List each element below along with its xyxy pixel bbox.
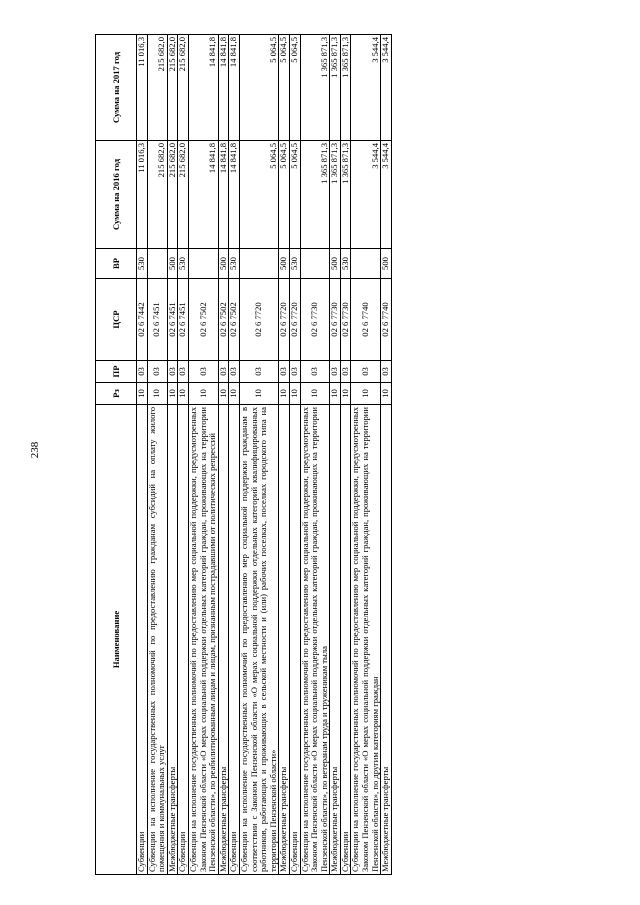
cell-pr: 03 bbox=[167, 361, 178, 383]
table-row bbox=[218, 35, 229, 875]
cell-name: Межбюджетные трансферты bbox=[330, 405, 341, 875]
cell-pr: 03 bbox=[137, 361, 148, 383]
cell-rz: 10 bbox=[229, 383, 240, 405]
cell-pr: 03 bbox=[188, 361, 218, 383]
cell-pr: 03 bbox=[340, 361, 351, 383]
cell-name: Субвенции на исполнение государственных полномочий по предоставлению мер социальной поддержки, предусмотренных Законом Пензенской области «О мерах социальной поддержки отдельных категорий граждан, проживающих на территории Пензенской области», по реабилитированным лицам и лицам, признанным пострадавшими от политических репрессий bbox=[188, 405, 218, 875]
header-name: Наименование bbox=[96, 405, 137, 875]
table-row bbox=[340, 35, 351, 875]
cell-rz: 10 bbox=[137, 383, 148, 405]
budget-table-container bbox=[95, 35, 600, 875]
cell-sum-2016: 14 841,8 bbox=[229, 141, 240, 249]
cell-pr: 03 bbox=[381, 361, 392, 383]
table-body bbox=[137, 35, 392, 875]
cell-name: Межбюджетные трансферты bbox=[381, 405, 392, 875]
cell-sum-2016: 215 682,0 bbox=[178, 141, 189, 249]
cell-sum-2017: 3 544,4 bbox=[351, 35, 381, 141]
cell-csr: 02 6 7451 bbox=[167, 279, 178, 361]
cell-pr: 03 bbox=[147, 361, 167, 383]
cell-sum-2017: 14 841,8 bbox=[229, 35, 240, 141]
table-row bbox=[188, 35, 218, 875]
cell-name: Субвенции на исполнение государственных полномочий по предоставлению гражданам субсидий на оплату жилого помещения и коммунальных услуг bbox=[147, 405, 167, 875]
cell-vr bbox=[300, 249, 330, 279]
cell-sum-2016: 1 365 871,3 bbox=[300, 141, 330, 249]
cell-csr: 02 6 7730 bbox=[330, 279, 341, 361]
cell-csr: 02 6 7730 bbox=[300, 279, 330, 361]
table-row bbox=[351, 35, 381, 875]
cell-csr: 02 6 7740 bbox=[351, 279, 381, 361]
cell-sum-2017: 14 841,8 bbox=[218, 35, 229, 141]
cell-sum-2017: 14 841,8 bbox=[188, 35, 218, 141]
cell-rz: 10 bbox=[340, 383, 351, 405]
table-row bbox=[381, 35, 392, 875]
table-row bbox=[300, 35, 330, 875]
table-row bbox=[137, 35, 148, 875]
cell-pr: 03 bbox=[279, 361, 290, 383]
header-sum-2016: Сумма на 2016 год bbox=[96, 141, 137, 249]
cell-name: Межбюджетные трансферты bbox=[279, 405, 290, 875]
cell-vr bbox=[239, 249, 278, 279]
cell-name: Субвенции на исполнение государственных полномочий по предоставлению мер социальной поддержки, предусмотренных Законом Пензенской области «О мерах социальной поддержки отдельных категорий граждан, проживающих на территории Пензенской области», по ветеранам труда и труженикам тыла bbox=[300, 405, 330, 875]
cell-rz: 10 bbox=[188, 383, 218, 405]
cell-vr: 530 bbox=[137, 249, 148, 279]
cell-sum-2016: 5 064,5 bbox=[279, 141, 290, 249]
cell-name: Субвенции bbox=[178, 405, 189, 875]
cell-csr: 02 6 7720 bbox=[239, 279, 278, 361]
cell-pr: 03 bbox=[218, 361, 229, 383]
header-rz: Рз bbox=[96, 383, 137, 405]
cell-rz: 10 bbox=[381, 383, 392, 405]
header-pr: ПР bbox=[96, 361, 137, 383]
table-row bbox=[229, 35, 240, 875]
cell-vr bbox=[351, 249, 381, 279]
cell-vr: 530 bbox=[229, 249, 240, 279]
cell-csr: 02 6 7502 bbox=[188, 279, 218, 361]
cell-pr: 03 bbox=[351, 361, 381, 383]
cell-csr: 02 6 7502 bbox=[229, 279, 240, 361]
cell-name: Субвенции на исполнение государственных полномочий по предоставлению мер социальной поддержки, предусмотренных Законом Пензенской области «О мерах социальной поддержки отдельных категорий граждан, проживающих на территории Пензенской области», по другим категориям граждан bbox=[351, 405, 381, 875]
cell-rz: 10 bbox=[218, 383, 229, 405]
cell-sum-2017: 11 016,3 bbox=[137, 35, 148, 141]
cell-sum-2016: 5 064,5 bbox=[289, 141, 300, 249]
cell-sum-2016: 11 016,3 bbox=[137, 141, 148, 249]
cell-pr: 03 bbox=[330, 361, 341, 383]
cell-rz: 10 bbox=[178, 383, 189, 405]
cell-name: Межбюджетные трансферты bbox=[218, 405, 229, 875]
table-row bbox=[147, 35, 167, 875]
cell-vr: 530 bbox=[178, 249, 189, 279]
page-number: 238 bbox=[29, 441, 41, 459]
cell-csr: 02 6 7451 bbox=[178, 279, 189, 361]
cell-sum-2016: 1 365 871,3 bbox=[340, 141, 351, 249]
cell-vr: 530 bbox=[289, 249, 300, 279]
cell-name: Субвенции на исполнение государственных полномочий по предоставлению мер социальной поддержки гражданам в соответствии с Законом Пензенской области «О мерах социальной поддержки отдельных категорий квалифицированных работников, работающих и проживающих в сельской местности и (или) рабочих поселках, поселках городского типа на территории Пензенской области» bbox=[239, 405, 278, 875]
cell-csr: 02 6 7451 bbox=[147, 279, 167, 361]
cell-rz: 10 bbox=[167, 383, 178, 405]
cell-sum-2017: 5 064,5 bbox=[279, 35, 290, 141]
cell-sum-2017: 5 064,5 bbox=[239, 35, 278, 141]
cell-csr: 02 6 7502 bbox=[218, 279, 229, 361]
cell-rz: 10 bbox=[330, 383, 341, 405]
table-row bbox=[239, 35, 278, 875]
cell-pr: 03 bbox=[178, 361, 189, 383]
header-vr: ВР bbox=[96, 249, 137, 279]
table-row bbox=[330, 35, 341, 875]
cell-pr: 03 bbox=[300, 361, 330, 383]
cell-sum-2016: 215 682,0 bbox=[147, 141, 167, 249]
table-header-row bbox=[96, 35, 137, 875]
cell-pr: 03 bbox=[229, 361, 240, 383]
table-row bbox=[289, 35, 300, 875]
cell-name: Субвенции bbox=[229, 405, 240, 875]
cell-sum-2017: 215 682,0 bbox=[178, 35, 189, 141]
cell-csr: 02 6 7730 bbox=[340, 279, 351, 361]
cell-sum-2017: 1 365 871,3 bbox=[300, 35, 330, 141]
cell-csr: 02 6 7740 bbox=[381, 279, 392, 361]
cell-vr: 500 bbox=[279, 249, 290, 279]
cell-name: Субвенции bbox=[340, 405, 351, 875]
cell-vr bbox=[188, 249, 218, 279]
cell-csr: 02 6 7720 bbox=[289, 279, 300, 361]
cell-name: Субвенции bbox=[137, 405, 148, 875]
cell-sum-2016: 14 841,8 bbox=[188, 141, 218, 249]
cell-sum-2017: 3 544,4 bbox=[381, 35, 392, 141]
cell-sum-2017: 215 682,0 bbox=[167, 35, 178, 141]
table-row bbox=[279, 35, 290, 875]
cell-csr: 02 6 7720 bbox=[279, 279, 290, 361]
cell-sum-2017: 1 365 871,3 bbox=[330, 35, 341, 141]
cell-rz: 10 bbox=[279, 383, 290, 405]
cell-sum-2016: 3 544,4 bbox=[351, 141, 381, 249]
cell-csr: 02 6 7442 bbox=[137, 279, 148, 361]
table-row bbox=[178, 35, 189, 875]
cell-sum-2017: 5 064,5 bbox=[289, 35, 300, 141]
cell-rz: 10 bbox=[239, 383, 278, 405]
cell-sum-2016: 5 064,5 bbox=[239, 141, 278, 249]
cell-vr: 500 bbox=[167, 249, 178, 279]
cell-pr: 03 bbox=[289, 361, 300, 383]
header-sum-2017: Сумма на 2017 год bbox=[96, 35, 137, 141]
cell-rz: 10 bbox=[351, 383, 381, 405]
cell-vr: 500 bbox=[330, 249, 341, 279]
cell-sum-2017: 215 682,0 bbox=[147, 35, 167, 141]
cell-pr: 03 bbox=[239, 361, 278, 383]
cell-sum-2016: 14 841,8 bbox=[218, 141, 229, 249]
cell-rz: 10 bbox=[300, 383, 330, 405]
cell-rz: 10 bbox=[289, 383, 300, 405]
cell-vr: 500 bbox=[218, 249, 229, 279]
cell-vr bbox=[147, 249, 167, 279]
cell-name: Межбюджетные трансферты bbox=[167, 405, 178, 875]
header-csr: ЦСР bbox=[96, 279, 137, 361]
cell-name: Субвенции bbox=[289, 405, 300, 875]
cell-sum-2016: 215 682,0 bbox=[167, 141, 178, 249]
cell-sum-2016: 3 544,4 bbox=[381, 141, 392, 249]
cell-rz: 10 bbox=[147, 383, 167, 405]
cell-sum-2017: 1 365 871,3 bbox=[340, 35, 351, 141]
table-row bbox=[167, 35, 178, 875]
cell-vr: 530 bbox=[340, 249, 351, 279]
budget-table bbox=[95, 34, 392, 875]
cell-vr: 500 bbox=[381, 249, 392, 279]
cell-sum-2016: 1 365 871,3 bbox=[330, 141, 341, 249]
